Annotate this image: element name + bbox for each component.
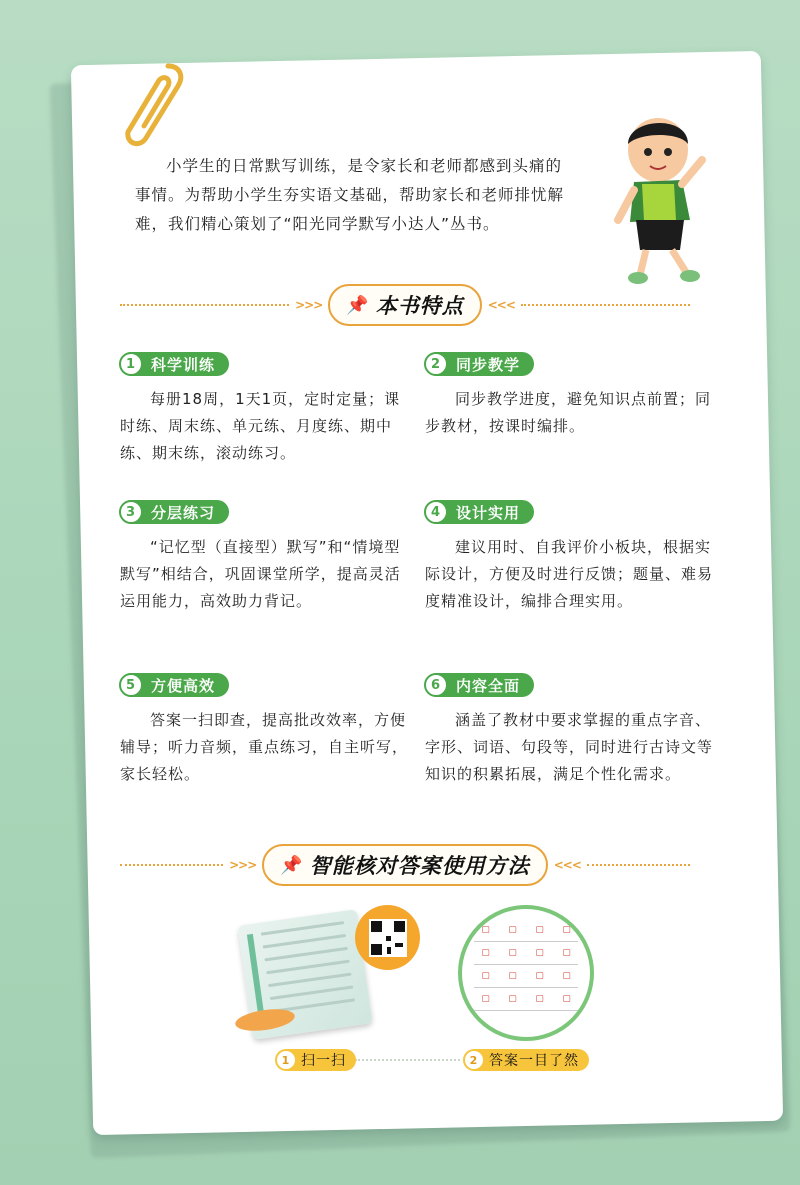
pushpin-icon: 📌 bbox=[280, 854, 304, 876]
usage-steps bbox=[230, 905, 600, 1070]
answer-page-image: ▢ ▢ ▢ ▢ ▢ ▢ ▢ ▢ ▢ ▢ ▢ ▢ ▢ ▢ ▢ ▢ bbox=[458, 905, 594, 1041]
feature-item bbox=[120, 673, 410, 788]
features-heading-text: 本书特点 bbox=[375, 294, 464, 318]
feature-title: 设计实用 bbox=[456, 503, 521, 522]
qr-code-icon bbox=[369, 919, 407, 957]
step-connector bbox=[355, 1059, 460, 1061]
feature-text: 答案一扫即查，提高批改效率，方便辅导；听力音频，重点练习，自主听写，家长轻松。 bbox=[120, 711, 409, 783]
feature-tag bbox=[120, 352, 229, 376]
feature-tag bbox=[425, 673, 534, 697]
qr-code-badge bbox=[355, 905, 420, 970]
feature-item bbox=[425, 673, 715, 788]
dotted-divider bbox=[120, 304, 289, 306]
step-answer bbox=[463, 1049, 589, 1071]
section-title-features bbox=[120, 285, 690, 325]
feature-number: 2 bbox=[424, 352, 448, 376]
feature-title: 同步教学 bbox=[456, 355, 521, 374]
usage-heading-text: 智能核对答案使用方法 bbox=[309, 854, 530, 878]
feature-item bbox=[120, 352, 410, 467]
dotted-divider bbox=[120, 864, 223, 866]
step-label: 扫一扫 bbox=[301, 1053, 346, 1069]
intro-paragraph bbox=[135, 152, 575, 239]
feature-number: 4 bbox=[424, 500, 448, 524]
feature-title: 方便高效 bbox=[151, 676, 216, 695]
features-heading bbox=[328, 284, 481, 326]
feature-tag bbox=[120, 673, 229, 697]
feature-title: 内容全面 bbox=[456, 676, 521, 695]
step-number: 2 bbox=[465, 1051, 483, 1069]
feature-title: 科学训练 bbox=[151, 355, 216, 374]
usage-heading bbox=[262, 844, 547, 886]
dotted-divider bbox=[521, 304, 690, 306]
feature-tag bbox=[425, 500, 534, 524]
feature-title: 分层练习 bbox=[151, 503, 216, 522]
feature-text: 每册18周，1天1页，定时定量；课时练、周末练、单元练、月度练、期中练、期末练，滚动练习。 bbox=[120, 390, 401, 462]
dotted-divider bbox=[587, 864, 690, 866]
step-number: 1 bbox=[277, 1051, 295, 1069]
feature-number: 3 bbox=[119, 500, 143, 524]
paperclip-icon bbox=[118, 60, 188, 150]
chevrons-right: <<< bbox=[487, 298, 515, 312]
feature-text: 涵盖了教材中要求掌握的重点字音、字形、词语、句段等，同时进行古诗文等知识的积累拓展，满足个性化需求。 bbox=[425, 711, 714, 783]
feature-number: 6 bbox=[424, 673, 448, 697]
feature-item bbox=[425, 500, 715, 615]
chevrons-left: >>> bbox=[229, 858, 257, 872]
feature-tag bbox=[425, 352, 534, 376]
feature-item bbox=[425, 352, 715, 440]
step-label: 答案一目了然 bbox=[489, 1053, 579, 1069]
feature-tag bbox=[120, 500, 229, 524]
feature-text: 建议用时、自我评价小板块，根据实际设计，方便及时进行反馈；题量、难易度精准设计，编排合理实用。 bbox=[425, 538, 714, 610]
chevrons-right: <<< bbox=[553, 858, 581, 872]
section-title-usage bbox=[120, 845, 690, 885]
feature-number: 5 bbox=[119, 673, 143, 697]
feature-text: 同步教学进度，避免知识点前置；同步教材，按课时编排。 bbox=[425, 390, 712, 435]
chevrons-left: >>> bbox=[295, 298, 323, 312]
feature-number: 1 bbox=[119, 352, 143, 376]
step-scan bbox=[275, 1049, 356, 1071]
feature-item bbox=[120, 500, 410, 615]
feature-text: “记忆型（直接型）默写”和“情境型默写”相结合，巩固课堂所学，提高灵活运用能力，高效助力背记。 bbox=[120, 538, 401, 610]
intro-text: 小学生的日常默写训练，是令家长和老师都感到头痛的事情。为帮助小学生夯实语文基础，帮助家长和老师排忧解难，我们精心策划了“阳光同学默写小达人”丛书。 bbox=[135, 157, 565, 233]
pushpin-icon: 📌 bbox=[346, 294, 370, 316]
cartoon-boy-illustration bbox=[610, 110, 720, 290]
